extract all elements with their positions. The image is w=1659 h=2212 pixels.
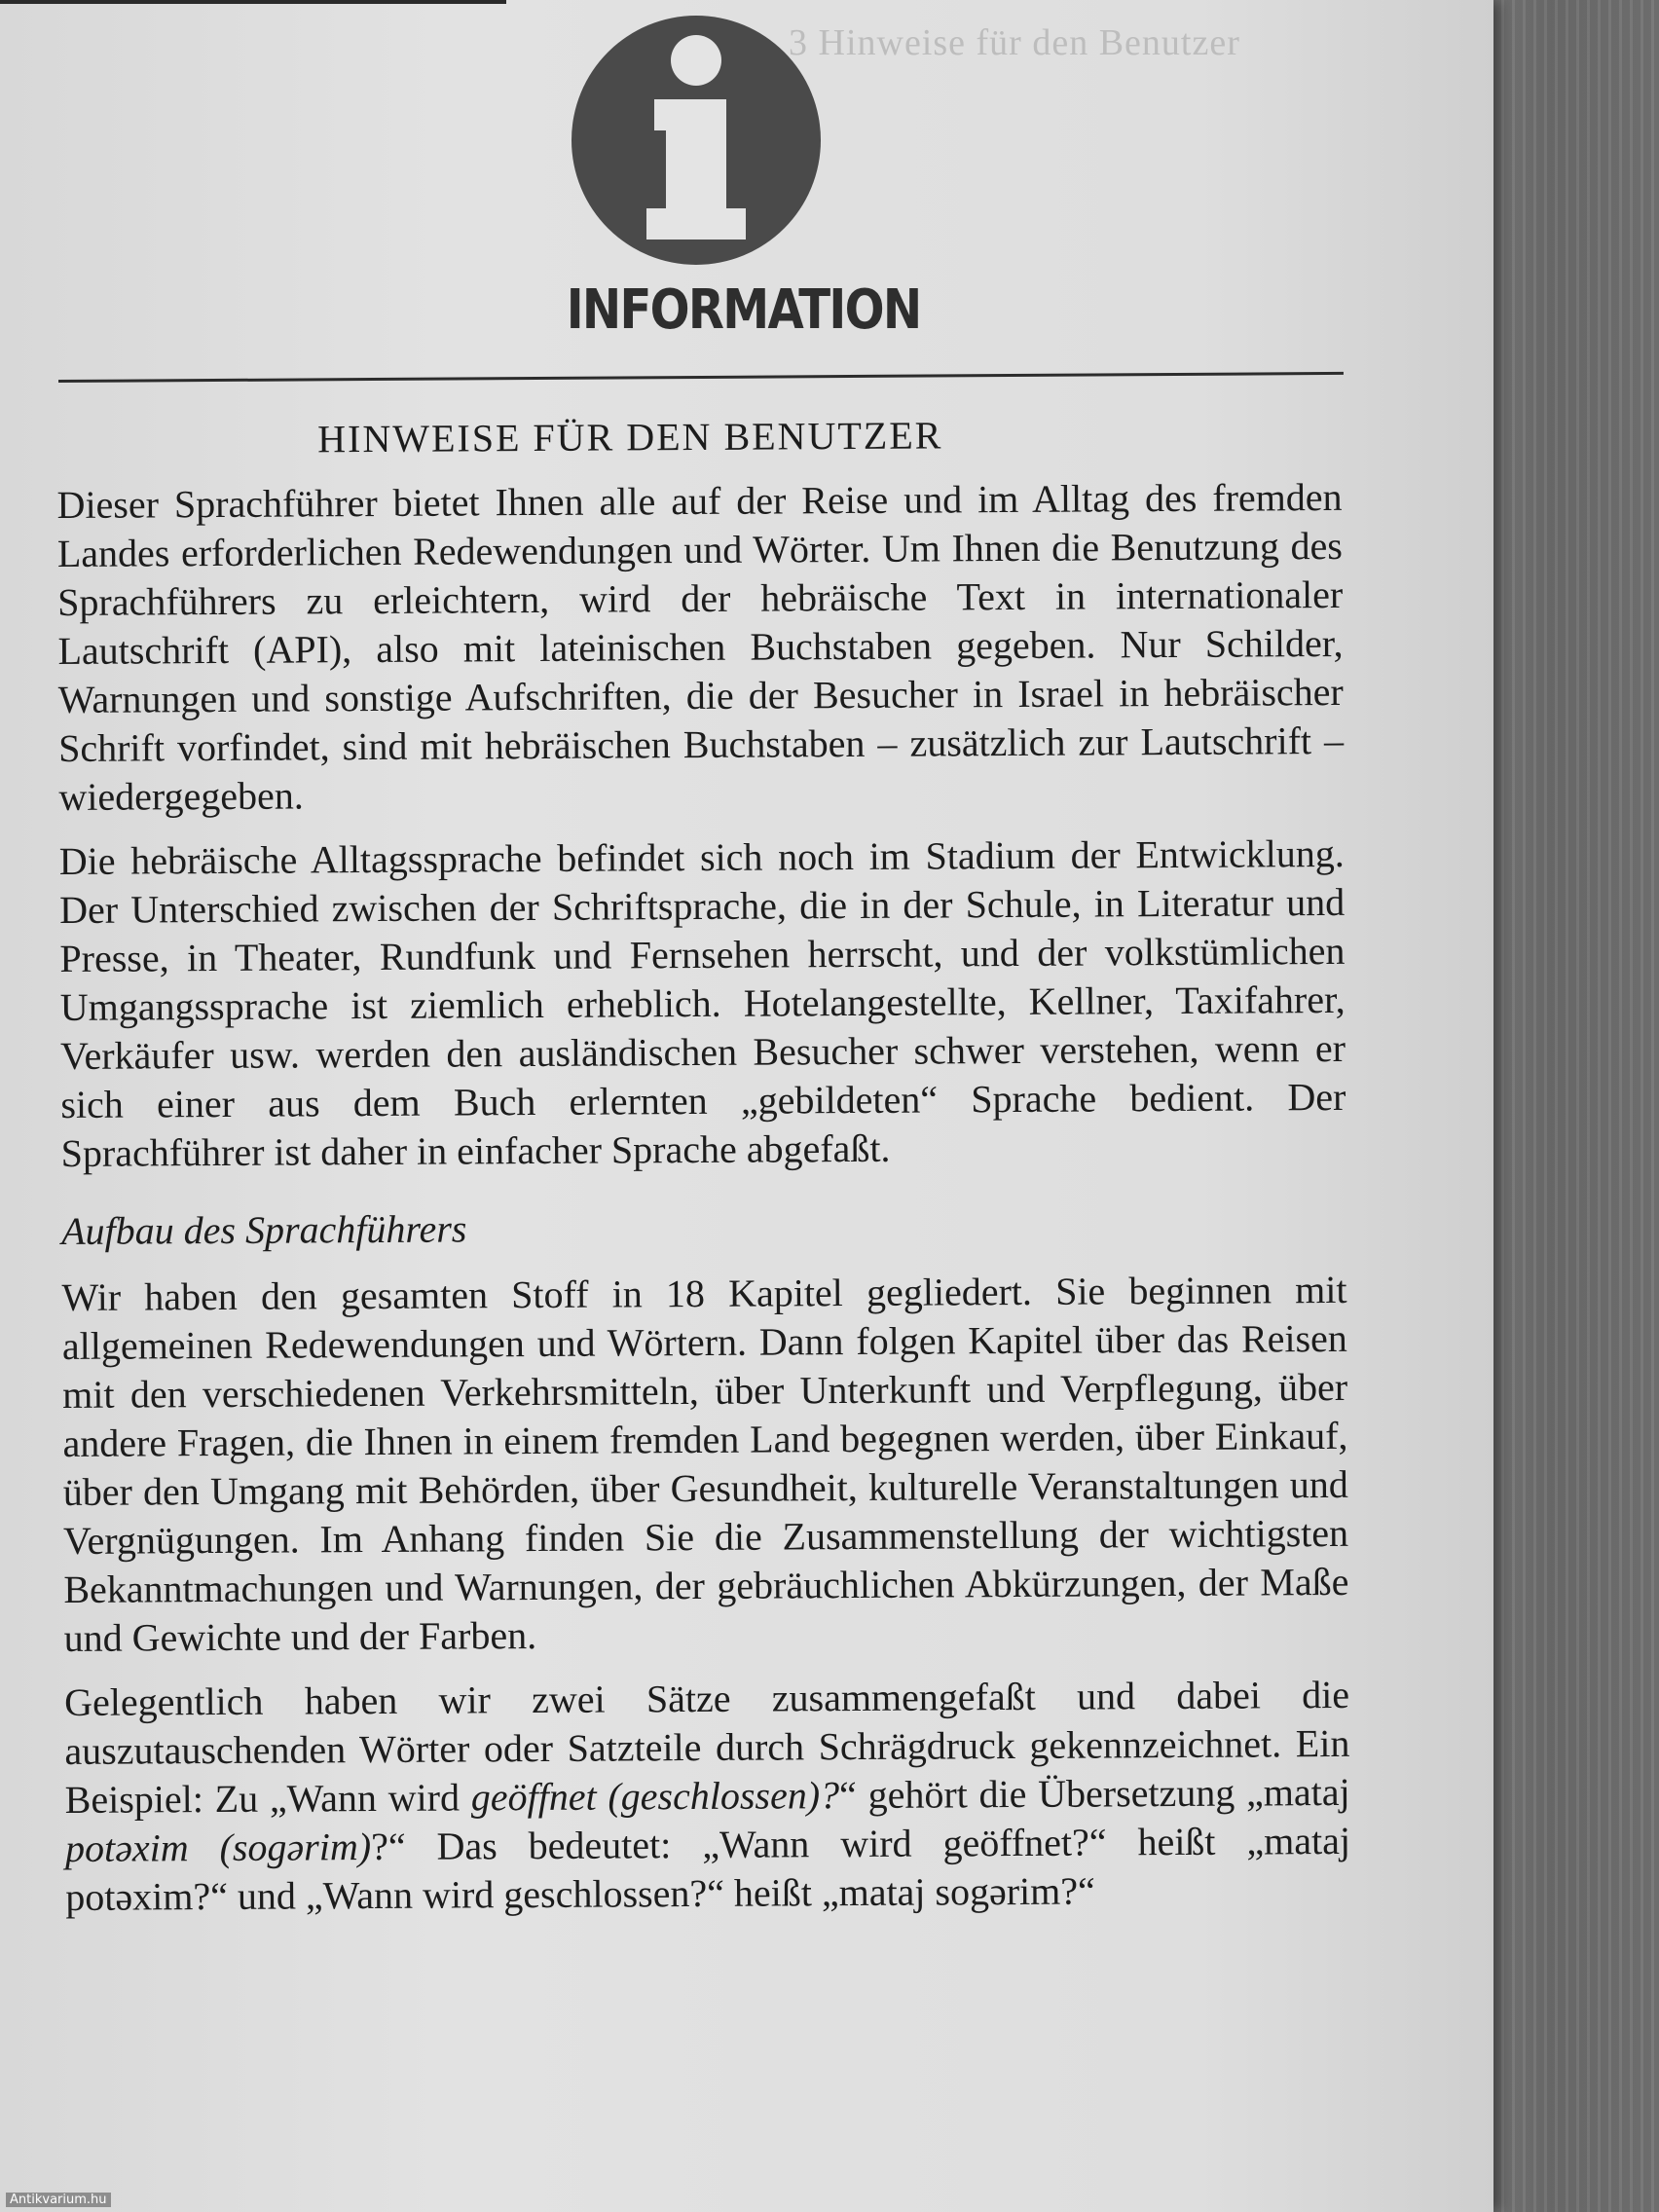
example-italic-a: geöffnet (geschlossen)?	[470, 1773, 840, 1820]
paragraph-structure: Wir haben den gesamten Stoff in 18 Kapitel gegliedert. Sie beginnen mit allgemeinen Redewendungen und Wörtern. Dann folgen Kapitel über das Reisen mit den verschiedenen Verkehrsmitteln, über Unterkunft und Verpflegung, über andere Fragen, die Ihnen in einem fremden Land begegnen werden, über Einkauf, über den Umgang mit Behörden, über Gesundheit, kulturelle Veranstaltungen und Vergnügungen. Im Anhang finden Sie die Zusammenstellung der wichtigsten Bekanntmachungen und Warnungen, der gebräuchlichen Abkürzungen, der Maße und Gewichte und der Farben.	[61, 1267, 1349, 1660]
page-title: HINWEISE FÜR DEN BENUTZER	[317, 413, 943, 461]
example-text-a: Gelegentlich haben wir zwei Sätze zusammengefaßt und dabei die auszutauschenden Wörter oder Satzteile durch Schrägdruck gekennzeichnet. Ein Beispiel: Zu „Wann wird	[63, 1672, 1350, 1822]
example-italic-b: potəxim (sogərim)	[64, 1825, 372, 1870]
info-icon	[545, 14, 847, 276]
information-logo	[545, 14, 921, 345]
paragraph-example	[64, 1671, 1351, 1922]
section-divider	[58, 372, 1344, 383]
paragraph-language: Die hebräische Alltagssprache befindet sich noch im Stadium der Entwicklung. Der Unterschied zwischen der Schriftsprache, die in der Schule, in Literatur und Presse, in Theater, Rundfunk und Fernsehen herrscht, und der volkstümlichen Umgangssprache ist ziemlich erheblich. Hotelangestellte, Kellner, Taxifahrer, Verkäufer usw. werden den ausländischen Besucher schwer verstehen, wenn er sich einer aus dem Buch erlernten „gebildeten“ Sprache bedient. Der Sprachführer ist daher in einfacher Sprache abgefaßt.	[58, 830, 1346, 1175]
paragraph-intro: Dieser Sprachführer bietet Ihnen alle auf der Reise und im Alltag des fremden Landes erforderlichen Redewendungen und Wörter. Um Ihnen die Benutzung des Sprachführers zu erleichtern, wird der hebräische Text in internationaler Lautschrift (API), also mit lateinischen Buchstaben gegeben. Nur Schilder, Warnungen und sonstige Aufschriften, die der Besucher in Israel in hebräischer Schrift vorfindet, sind mit hebräischen Buchstaben – zusätzlich zur Lautschrift – wiedergegeben.	[56, 474, 1345, 819]
article-body	[56, 401, 1351, 1937]
example-text-b: “ gehört die Übersetzung „mataj	[838, 1769, 1350, 1818]
example-text-c: ?“ Das bedeutet: „Wann wird geöffnet?“ heißt „mataj potəxim?“ und „Wann wird geschlossen?“ heißt „mataj sogərim?“	[65, 1818, 1351, 1919]
watermark: Antikvarium.hu	[6, 2193, 111, 2207]
top-rule	[0, 0, 506, 4]
background-surface	[1480, 0, 1659, 2212]
subheading-structure: Aufbau des Sprachführers	[61, 1206, 467, 1253]
page-header: 3 Hinweise für den Benutzer	[789, 22, 1240, 63]
logo-label: INFORMATION	[566, 278, 921, 342]
